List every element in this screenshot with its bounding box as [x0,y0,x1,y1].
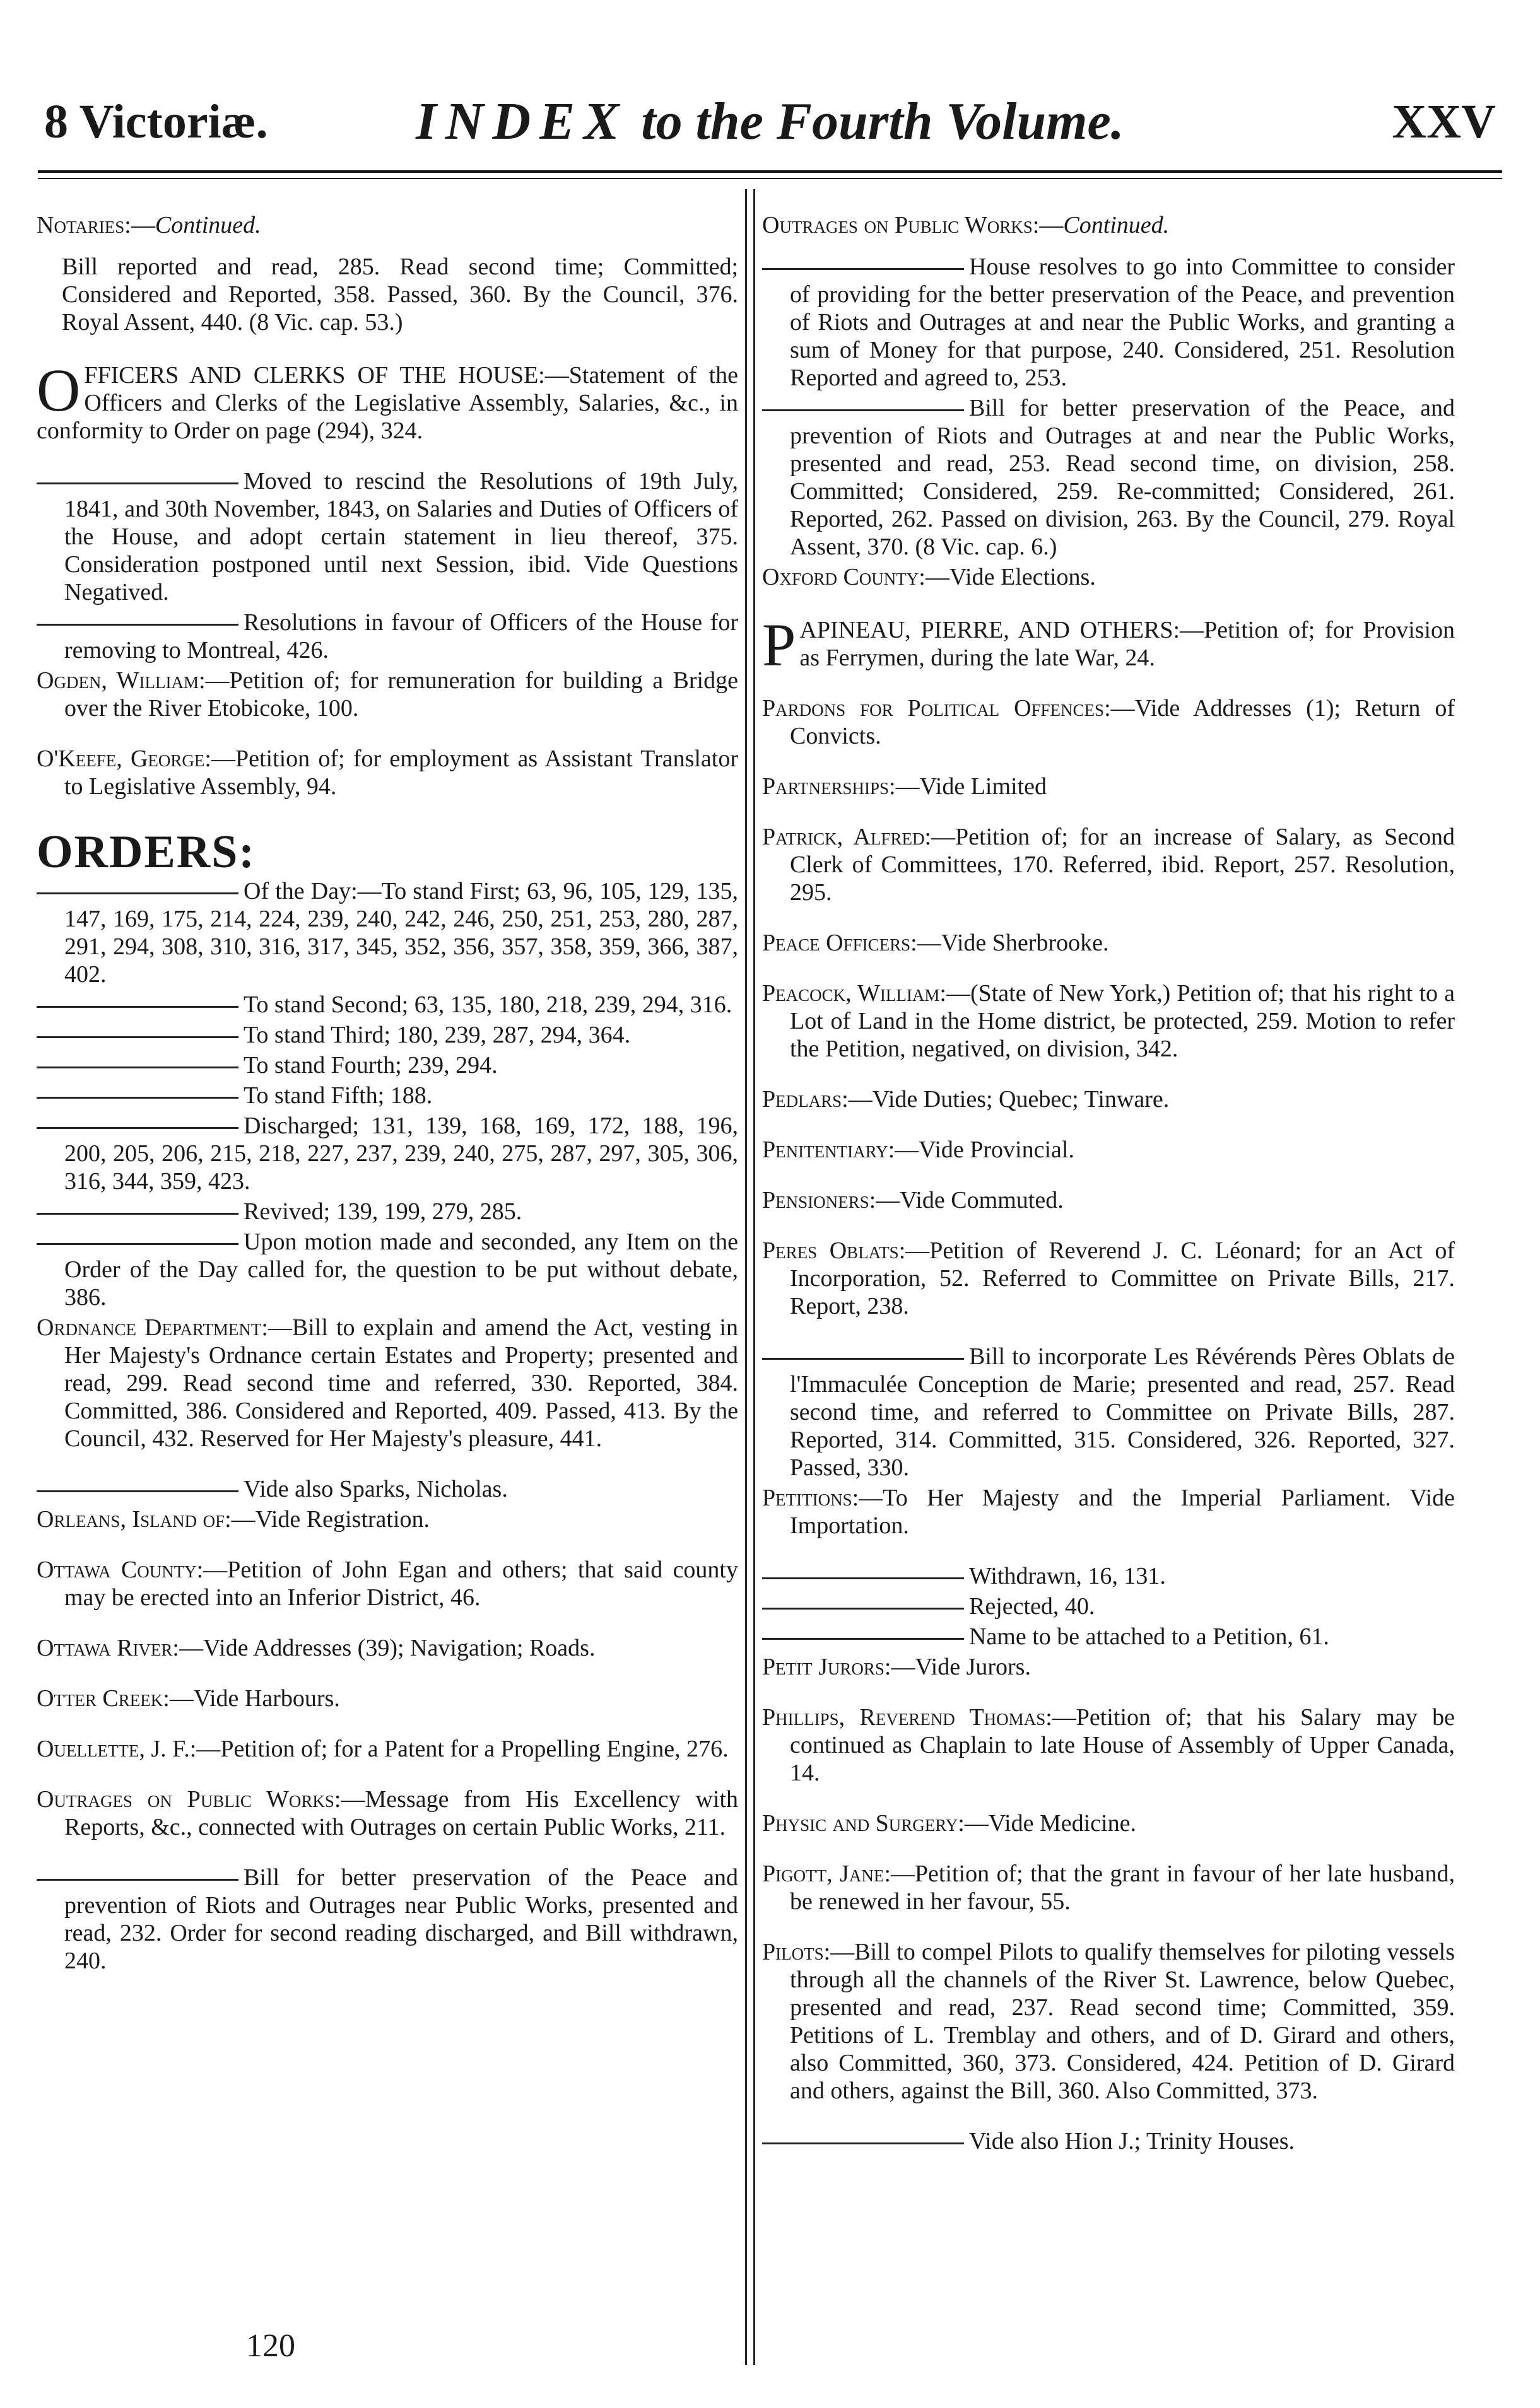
column-rule-left [745,189,747,2365]
drop-cap: O [37,356,81,424]
index-subentry [37,877,738,988]
dash-rule [37,1006,238,1008]
index-heading [37,211,738,239]
subentry-text: Bill for better preservation of the Peace and prevention of Riots and Outrages near Public Works, presented and read, 232. Order for second reading discharged, and Bill withdrawn, 240. [64,1864,738,1974]
entry-text: Petition of; that the grant in favour of her late husband, be renewed in her favour, 55. [790,1861,1455,1915]
index-entry [762,1809,1455,1837]
entry-heading: Phillips, Reverend Thomas:— [762,1704,1076,1731]
index-entry [37,1314,738,1452]
heading-name: Notaries:— [37,212,155,238]
index-entry [37,1556,738,1611]
entry-text: Petition of John Egan and others; that said county may be erected into an Inferior District, 46. [64,1557,738,1611]
entry-heading: O'Keefe, George:— [37,745,235,772]
index-subentry [762,1593,1455,1620]
subentry-text: Vide also Sparks, Nicholas. [244,1476,508,1502]
entry-text: Petition of; for a Patent for a Propelling Engine, 276. [220,1736,729,1762]
index-entry [762,929,1455,957]
subentry-text: House resolves to go into Committee to consider of providing for the better preservation of the Peace, and prevention of Riots and Outrages at and near the Public Works, and granting a sum of Money for that purpose, 240. Considered, 251. Resolution Reported and agreed to, 253. [790,254,1455,391]
entry-heading: Orleans, Island of:— [37,1506,256,1533]
index-entry [762,773,1455,800]
entry-heading: Patrick, Alfred:— [762,824,956,850]
entry-text: Vide Limited [919,773,1047,800]
heading-continued: Continued. [155,212,261,238]
index-subentry [37,1864,738,1975]
entry-text: Vide Harbours. [193,1685,340,1712]
subentry-text: To stand Second; 63, 135, 180, 218, 239, 294, 316. [244,991,732,1018]
index-subentry [37,1475,738,1503]
subentry-text: Of the Day:—To stand First; 63, 96, 105, 129, 135, 147, 169, 175, 214, 224, 239, 240, 242, 246, 250, 251, 253, 280, 287, 291, 294, 308, 310, 316, 317, 345, 352, 356, 357, 358, 359, 366, 387, 402. [64,878,738,988]
entry-text: Vide Elections. [949,564,1096,590]
subentry-text: Resolutions in favour of Officers of the House for removing to Montreal, 426. [64,609,738,663]
index-entry [37,1505,738,1533]
index-subentry [762,2127,1455,2155]
index-entry [762,1136,1455,1164]
subentry-text: To stand Fifth; 188. [244,1082,433,1109]
entry-heading: Peacock, William:— [762,980,970,1007]
entry-text: Petition of Reverend J. C. Léonard; for an Act of Incorporation, 52. Referred to Committee on Private Bills, 217. Report, 238. [790,1237,1455,1319]
subentry-text: Upon motion made and seconded, any Item on the Order of the Day called for, the question to be put without debate, 386. [64,1229,738,1311]
entry-text: Vide Duties; Quebec; Tinware. [872,1086,1170,1113]
index-subentry [37,1112,738,1195]
index-entry [37,667,738,722]
entry-heading: Pedlars:— [762,1086,873,1113]
dash-rule [37,1490,238,1492]
entry-text: Petition of; for an increase of Salary, as Second Clerk of Committees, 170. Referred, ibid. Report, 257. Resolution, 295. [790,824,1455,906]
entry-text: Vide Medicine. [988,1810,1136,1837]
entry-text: Vide Sherbrooke. [941,930,1109,956]
subentry-text: Name to be attached to a Petition, 61. [969,1623,1329,1650]
index-subentry [37,1228,738,1311]
index-entry [37,1634,738,1662]
index-entry [37,1735,738,1763]
header-rule-bottom [38,178,1502,179]
index-subentry [37,1082,738,1109]
index-entry [762,1704,1455,1787]
entry-heading: Peace Officers:— [762,930,941,956]
dash-rule [762,2142,964,2144]
entry-heading: APINEAU, PIERRE, AND OTHERS:— [799,617,1204,643]
entry-heading: Pardons for Political Offences:— [762,695,1135,722]
index-subentry [762,1623,1455,1651]
index-entry [762,563,1455,591]
entry-heading: Ordnance Department:— [37,1314,292,1341]
index-entry [762,1186,1455,1214]
dash-rule [37,1067,238,1068]
index-entry [762,823,1455,906]
header-rule-top [38,170,1502,173]
right-column [762,211,1455,2158]
entry-heading: Penitentiary:— [762,1137,919,1163]
dash-rule [762,1577,964,1579]
entry-text: To Her Majesty and the Imperial Parliament. Vide Importation. [790,1485,1455,1539]
entry-heading: Oxford County:— [762,564,949,590]
entry-text: Vide Addresses (39); Navigation; Roads. [203,1635,596,1661]
entry-text: Vide Addresses (1); Return of Convicts. [790,695,1455,749]
entry-heading: Pigott, Jane:— [762,1861,915,1887]
subentry-text: Bill for better preservation of the Peace, and prevention of Riots and Outrages at and near the Public Works, presented and read, 253. Read second time, on division, 258. Committed; Considered, 259. Re-committed; Considered, 261. Reported, 262. Passed on division, 263. By the Council, 279. Royal Assent, 370. (8 Vic. cap. 6.) [790,395,1455,560]
dash-rule [37,1127,238,1129]
entry-text: Petition of; that his Salary may be continued as Chaplain to late House of Assembly of Upper Canada, 14. [790,1704,1455,1786]
subentry-text: Rejected, 40. [969,1593,1095,1620]
page-header [44,92,1496,164]
entry-text: Vide Registration. [255,1506,430,1533]
entry-text: (State of New York,) Petition of; that his right to a Lot of Land in the Home district, be protected, 259. Motion to refer the Petition, negatived, on division, 342. [790,980,1455,1062]
index-body: Bill reported and read, 285. Read second time; Committed; Considered and Reported, 358. Passed, 360. By the Council, 376. Royal Assent, 440. (8 Vic. cap. 53.) [62,254,738,336]
entry-heading: Petitions:— [762,1485,883,1511]
index-entry [762,1653,1455,1681]
header-volume: 8 Victoriæ. [44,95,268,148]
entry-text: Message from His Excellency with Reports, &c., connected with Outrages on certain Public Works, 211. [64,1786,739,1840]
entry-heading: Ottawa County:— [37,1557,228,1583]
header-title-index: INDEX [416,92,628,151]
index-heading [762,211,1455,239]
subentry-text: Moved to rescind the Resolutions of 19th July, 1841, and 30th November, 1843, on Salaries and Duties of Officers of the House, and adopt certain statement in lieu thereof, 375. Consideration postponed until next Session, ibid. Vide Questions Negatived. [64,468,738,605]
dash-rule [37,482,238,484]
index-entry [37,1685,738,1712]
index-subentry [762,1562,1455,1590]
index-subentry [37,467,738,606]
index-subentry [762,253,1455,392]
heading-continued: Continued. [1063,212,1170,238]
drop-cap: P [762,611,796,679]
dash-rule [37,892,238,894]
dash-rule [762,1638,964,1640]
index-entry [762,979,1455,1063]
entry-heading: Physic and Surgery:— [762,1810,989,1837]
index-entry [762,1860,1455,1915]
index-entry [762,1938,1455,2105]
dash-rule [37,1243,238,1245]
dash-rule [37,1097,238,1099]
index-entry-dropcap [762,611,1455,679]
entry-heading: Petit Jurors:— [762,1654,915,1680]
subentry-text: Vide also Hion J.; Trinity Houses. [969,2128,1295,2154]
index-entry [762,694,1455,750]
index-entry [37,1786,738,1841]
index-entry [762,1484,1455,1540]
entry-heading: Pensioners:— [762,1187,900,1213]
section-heading: ORDERS: [37,826,256,878]
entry-text: Petition of; for employment as Assistant Translator to Legislative Assembly, 94. [64,745,738,800]
subentry-text: Revived; 139, 199, 279, 285. [244,1198,522,1225]
dash-rule [762,268,964,270]
index-subentry [37,991,738,1019]
index-entry [762,1085,1455,1113]
dash-rule [762,1358,964,1360]
left-column [37,211,738,1977]
entry-heading: Partnerships:— [762,773,920,800]
subentry-text: Discharged; 131, 139, 168, 169, 172, 188, 196, 200, 205, 206, 215, 218, 227, 237, 239, 240, 275, 287, 297, 305, 306, 316, 344, 359, 423. [64,1113,738,1195]
subentry-text: To stand Fourth; 239, 294. [244,1052,498,1078]
entry-heading: Ottawa River:— [37,1635,203,1661]
dash-rule [37,1879,238,1881]
index-entry [762,1237,1455,1320]
entry-text: Statement of the Officers and Clerks of the Legislative Assembly, Salaries, &c., in conformity to Order on page (294), 324. [37,362,738,444]
entry-heading: Peres Oblats:— [762,1237,930,1264]
index-entry-dropcap [37,356,738,445]
index-subentry [37,1051,738,1079]
index-subentry [37,1021,738,1049]
entry-text: Petition of; for Provision as Ferrymen, during the late War, 24. [799,617,1455,671]
entry-heading: Pilots:— [762,1939,855,1965]
entry-heading: Ogden, William:— [37,667,230,694]
index-subentry [37,609,738,664]
index-subentry [37,1198,738,1225]
entry-text: Vide Jurors. [915,1654,1031,1680]
entry-heading: Outrages on Public Works:— [37,1786,365,1813]
entry-text: Petition of; for remuneration for building a Bridge over the River Etobicoke, 100. [64,667,738,722]
index-subentry [762,394,1455,561]
heading-name: Outrages on Public Works:— [762,212,1064,238]
entry-text: Bill to explain and amend the Act, vesting in Her Majesty's Ordnance certain Estates and Property; presented and read, 299. Read second time and referred, 330. Reported, 384. Committed, 386. Considered and Reported, 409. Passed, 413. By the Council, 432. Reserved for Her Majesty's pleasure, 441. [64,1314,738,1452]
subentry-text: To stand Third; 180, 239, 287, 294, 364. [244,1022,631,1048]
page-number: 120 [246,2328,295,2364]
header-title [44,91,1496,152]
index-entry [37,745,738,800]
subentry-text: Bill to incorporate Les Révérends Pères Oblats de l'Immaculée Conception de Marie; presented and read, 257. Read second time, and referred to Committee on Private Bills, 287. Reported, 314. Committed, 315. Considered, 326. Reported, 327. Passed, 330. [790,1343,1455,1481]
dash-rule [37,1036,238,1038]
header-page-roman: XXV [1392,95,1496,148]
column-rule-right [753,189,755,2365]
dash-rule [762,409,964,411]
entry-text: Vide Commuted. [900,1187,1064,1213]
dash-rule [37,1213,238,1215]
entry-text: Bill to compel Pilots to qualify themselves for piloting vessels through all the channels of the River St. Lawrence, below Quebec, presented and read, 237. Read second time; Committed, 359. Petitions of L. Tremblay and others, and of D. Girard and others, also Committed, 360, 373. Considered, 424. Petition of D. Girard and others, against the Bill, 360. Also Committed, 373. [790,1939,1455,2104]
entry-text: Vide Provincial. [919,1137,1074,1163]
dash-rule [37,624,238,626]
index-subentry [762,1343,1455,1482]
dash-rule [762,1608,964,1610]
entry-heading: Otter Creek:— [37,1685,194,1712]
subentry-text: Withdrawn, 16, 131. [969,1563,1166,1589]
entry-heading: FFICERS AND CLERKS OF THE HOUSE:— [84,362,569,389]
entry-heading: Ouellette, J. F.:— [37,1736,221,1762]
header-title-rest: to the Fourth Volume. [641,92,1124,151]
